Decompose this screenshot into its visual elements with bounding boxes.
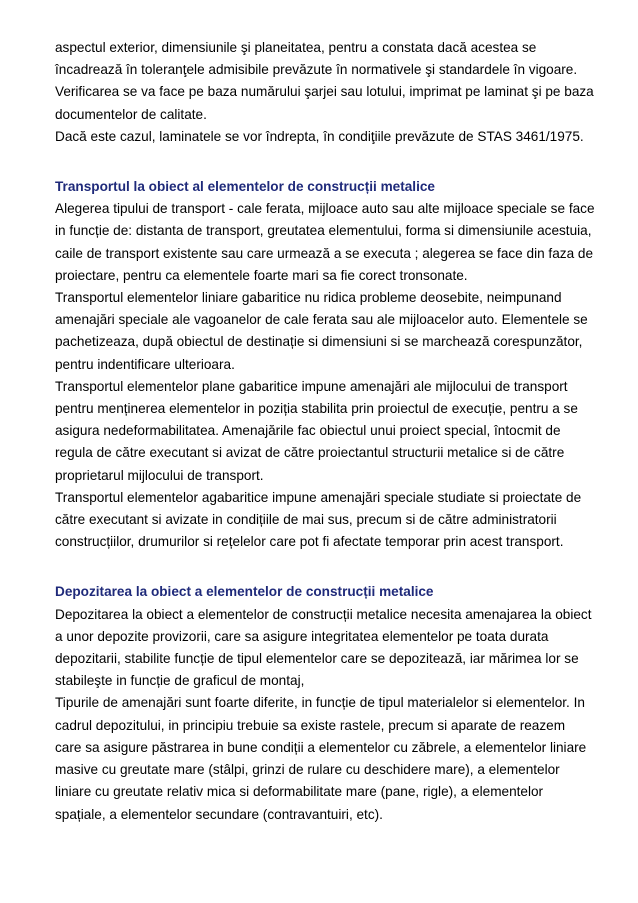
document-page <box>55 37 595 826</box>
transport-paragraph-1: Alegerea tipului de transport - cale ferata, mijloace auto sau alte mijloace speciale se face in funcție de: distanta de transport, greutatea elementului, forma si dimensiunile acestuia, caile de transport existente sau care urmează a se executa ; alegerea se face din faza de proiectare, pentru ca elementele foarte mari sa fie corect tronsonate. <box>55 201 595 283</box>
section-heading-transport: Transportul la obiect al elementelor de construcții metalice <box>55 179 435 195</box>
intro-paragraph-1: aspectul exterior, dimensiunile şi planeitatea, pentru a constata dacă acestea se încadrează în toleranţele admisibile prevăzute în normativele şi standardele în vigoare. <box>55 40 578 78</box>
depozitare-paragraph-2: Tipurile de amenajări sunt foarte diferite, in funcție de tipul materialelor si elementelor. In cadrul depozitului, in principiu trebuie sa existe rastele, precum si aparate de reazem care sa asigure păstrarea in bune condiții a elementelor cu zăbrele, a elementelor liniare masive cu greutate mare (stâlpi, grinzi de rulare cu deschidere mare), a elementelor liniare cu greutate relativ mica si deformabilitate mare (pane, rigle), a elementelor spațiale, a elementelor secundare (contravantuiri, etc). <box>55 695 587 822</box>
transport-paragraph-4: Transportul elementelor agabaritice impune amenajări speciale studiate si proiectate de către executant si avizate in condițiile de mai sus, precum si de către administratorii construcțiilor, drumurilor si rețelelor care pot fi afectate temporar prin acest transport. <box>55 489 582 550</box>
section-spacer <box>55 553 595 581</box>
intro-paragraph-2: Verificarea se va face pe baza numărului şarjei sau lotului, imprimat pe laminat şi pe baza documentelor de calitate. <box>55 84 594 122</box>
intro-paragraph-3: Dacă este cazul, laminatele se vor îndrepta, în condiţiile prevăzute de STAS 3461/1975. <box>55 128 584 144</box>
section-spacer <box>55 148 595 176</box>
depozitare-paragraph-1: Depozitarea la obiect a elementelor de construcții metalice necesita amenajarea la obiect a unor depozite provizorii, care sa asigure integritatea elementelor pe toata durata depozitarii, stabilite funcție de tipul elementelor care se depozitează, iar mărimea lor se stabileşte in funcție de graficul de montaj, <box>55 606 592 689</box>
transport-paragraph-3: Transportul elementelor plane gabaritice impune amenajări ale mijlocului de transport pentru menținerea elementelor in poziția stabilita prin proiectul de execuție, pentru a se asigura nedeformabilitatea. Amenajările fac obiectul unui proiect special, întocmit de regula de către executant si avizat de către proiectantul structurii metalice si de către proprietarul mijlocului de transport. <box>55 378 578 483</box>
section-heading-depozitare: Depozitarea la obiect a elementelor de construcții metalice <box>55 584 434 600</box>
transport-paragraph-2: Transportul elementelor liniare gabaritice nu ridica probleme deosebite, neimpunand amenajări speciale ale vagoanelor de cale ferata sau ale mijloacelor auto. Elementele se pachetizeaza, după obiectul de destinație si dimensiuni si se marchează corespunzător, pentru indentificare ulterioara. <box>55 290 588 372</box>
